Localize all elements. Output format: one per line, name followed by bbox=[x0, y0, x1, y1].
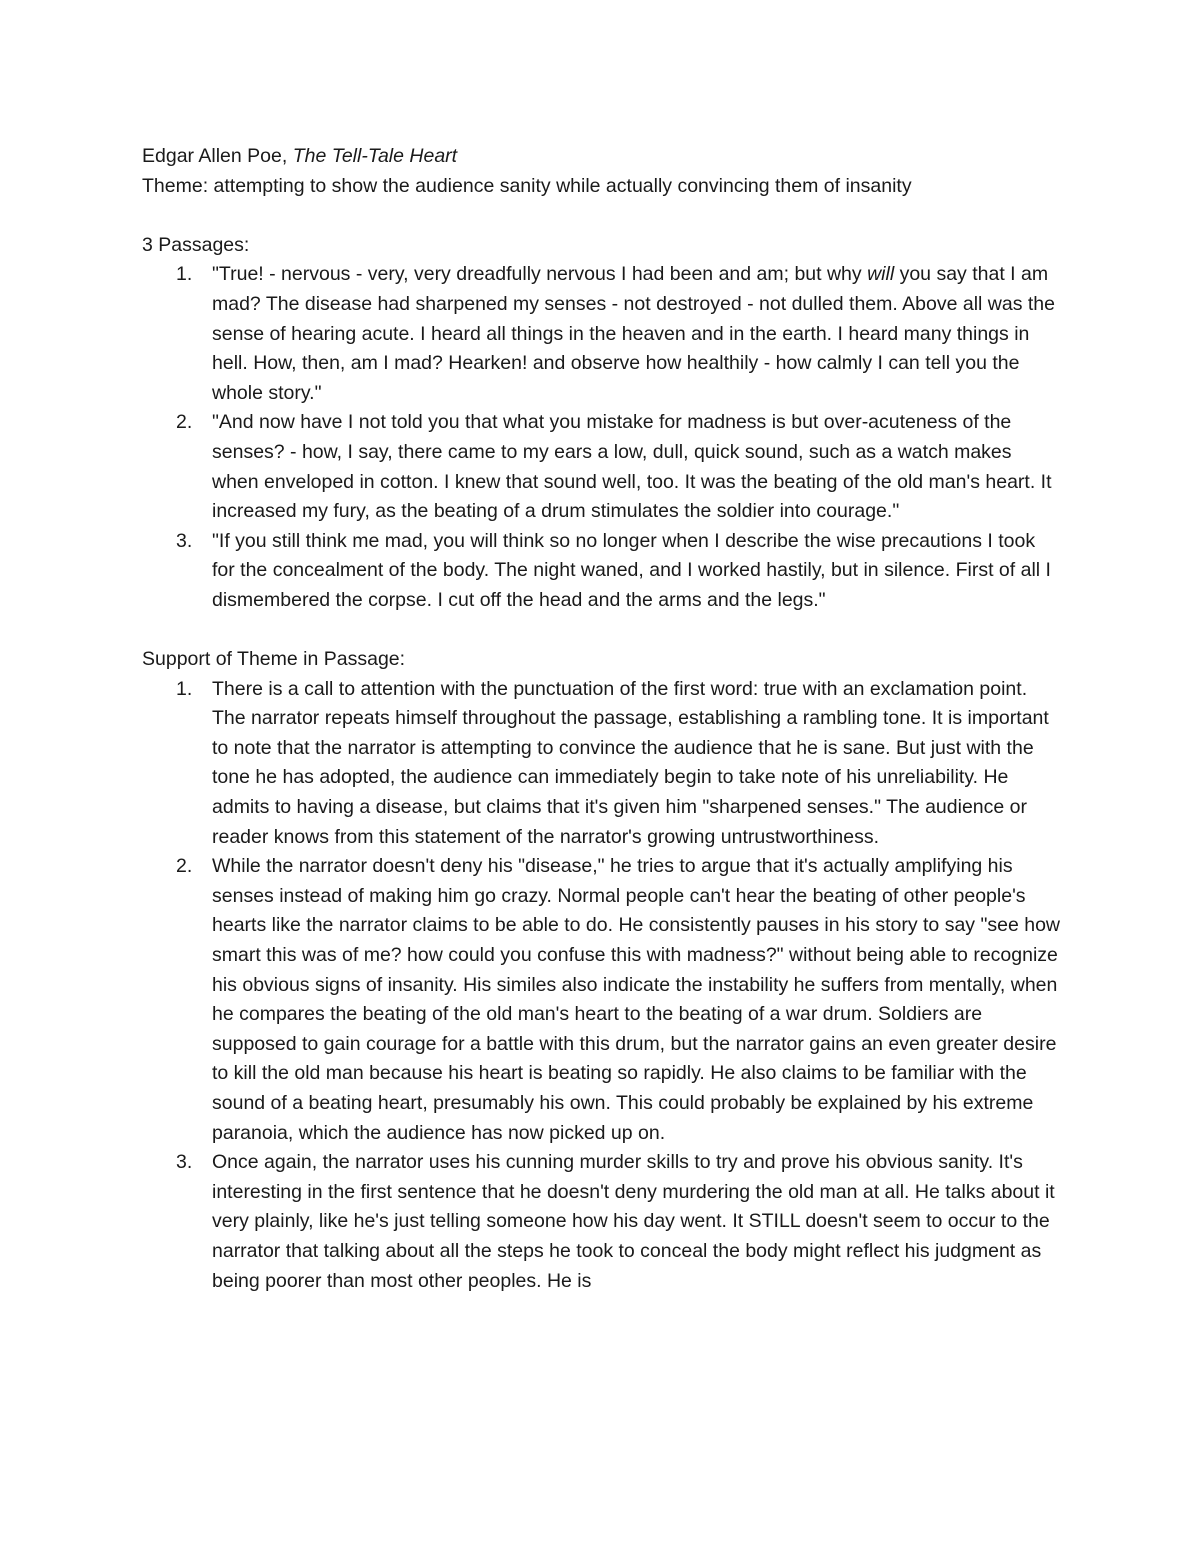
document-page bbox=[142, 142, 1062, 1296]
spacer bbox=[142, 616, 1062, 646]
list-number: 3. bbox=[176, 1151, 193, 1174]
passage-text bbox=[212, 260, 1062, 408]
support-list bbox=[142, 675, 1062, 1296]
spacer bbox=[142, 201, 1062, 231]
passage-item bbox=[142, 260, 1062, 408]
passages-heading: 3 Passages: bbox=[142, 233, 250, 256]
work-title: The Tell-Tale Heart bbox=[292, 145, 458, 167]
list-number: 2. bbox=[176, 411, 193, 434]
support-item bbox=[142, 1148, 1062, 1296]
passage-text: "If you still think me mad, you will think so no longer when I describe the wise precautions I took for the concealment of the body. The night waned, and I worked hastily, but in silence. First of all I dismembered the corpse. I cut off the head and the arms and the legs." bbox=[212, 529, 1051, 611]
support-text: Once again, the narrator uses his cunning murder skills to try and prove his obvious sanity. It's interesting in the first sentence that he doesn't deny murdering the old man at all. He talks about it very plainly, like he's just telling someone how his day went. It STILL doesn't seem to occur to the narrator that talking about all the steps he took to conceal the body might reflect his judgment as being poorer than most other peoples. He is bbox=[212, 1151, 1055, 1292]
passage-text-part: "True! - nervous - very, very dreadfully nervous I had been and am; but why bbox=[212, 263, 868, 286]
passage-text: "And now have I not told you that what you mistake for madness is but over-acuteness of the senses? - how, I say, there came to my ears a low, dull, quick sound, such as a watch makes when enveloped in cotton. I knew that sound well, too. It was the beating of the old man's heart. It increased my fury, as the beating of a drum stimulates the soldier into courage." bbox=[212, 411, 1052, 523]
list-number: 2. bbox=[176, 855, 193, 878]
support-item bbox=[142, 675, 1062, 853]
passage-text-part: you say that I am mad? The disease had sharpened my senses - not destroyed - not dulled them. Above all was the sense of hearing acute. I heard all things in the heaven and in the earth. I heard many things in hell. How, then, am I mad? Hearken! and observe how healthily - how calmly I can tell you the whole story." bbox=[212, 263, 1055, 404]
list-number: 1. bbox=[176, 263, 193, 286]
passage-emphasis: will bbox=[867, 263, 895, 286]
passage-item bbox=[142, 408, 1062, 526]
support-text: There is a call to attention with the punctuation of the first word: true with an exclamation point. The narrator repeats himself throughout the passage, establishing a rambling tone. It is important to note that the narrator is attempting to convince the audience that he is sane. But just with the tone he has adopted, the audience can immediately begin to take note of his unreliability. He admits to having a disease, but claims that it's given him "sharpened senses." The audience or reader knows from this statement of the narrator's growing untrustworthiness. bbox=[212, 677, 1049, 848]
list-number: 1. bbox=[176, 677, 193, 700]
author-name: Edgar Allen Poe, bbox=[142, 145, 293, 167]
support-item bbox=[142, 852, 1062, 1148]
theme-statement: Theme: attempting to show the audience sanity while actually convincing them of insanity bbox=[142, 174, 912, 197]
list-number: 3. bbox=[176, 529, 193, 552]
support-text: While the narrator doesn't deny his "disease," he tries to argue that it's actually amplifying his senses instead of making him go crazy. Normal people can't hear the beating of other people's hearts like the narrator claims to be able to do. He consistently pauses in his story to say "see how smart this was of me? how could you confuse this with madness?" without being able to recognize his obvious signs of insanity. His similes also indicate the instability he suffers from mentally, when he compares the beating of the old man's heart to the beating of a war drum. Soldiers are supposed to gain courage for a battle with this drum, but the narrator gains an even greater desire to kill the old man because his heart is beating so rapidly. He also claims to be familiar with the sound of a beating heart, presumably his own. This could probably be explained by his extreme paranoia, which the audience has now picked up on. bbox=[212, 855, 1061, 1144]
passages-list bbox=[142, 260, 1062, 615]
passage-item bbox=[142, 527, 1062, 616]
support-heading: Support of Theme in Passage: bbox=[142, 648, 406, 671]
document-title-line bbox=[142, 142, 1062, 172]
